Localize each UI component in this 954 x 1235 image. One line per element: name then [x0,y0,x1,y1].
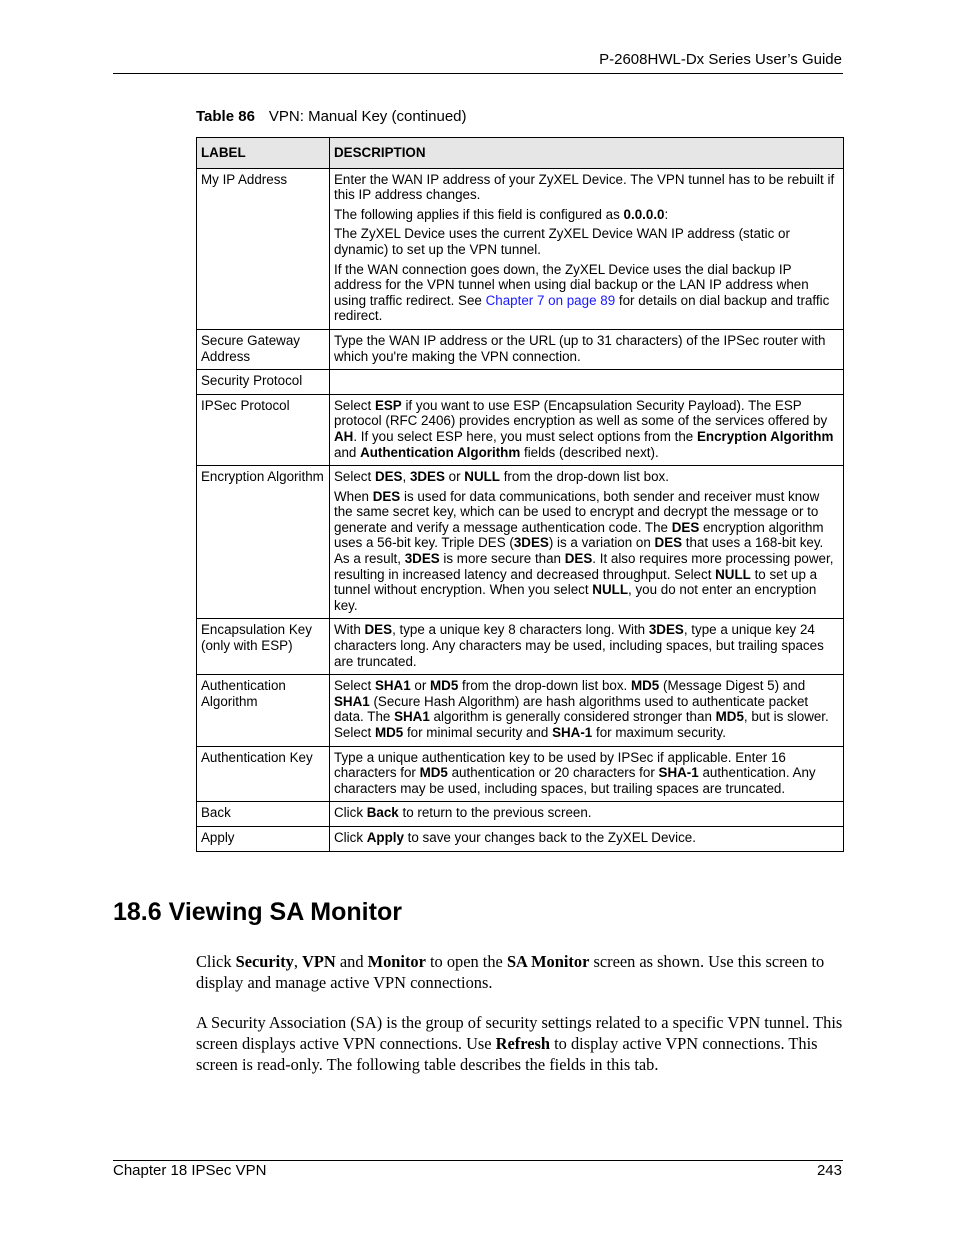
text-run: for minimal security and [403,725,553,740]
text-run: to set up a tunnel without encryption. When you select [334,566,818,598]
row-description [330,370,844,395]
text-run: Click [196,952,236,971]
text-run: Type the WAN IP address or the URL (up to 31 characters) of the IPSec router with which you're making the VPN connection. [334,332,826,364]
text-run: and [335,952,368,971]
text-run: if you want to use ESP (Encapsulation Security Payload). The ESP protocol (RFC 2406) provides encryption as well as some of the services offered by [334,397,828,429]
bold-term: ESP [374,397,402,413]
text-run: , type a unique key 24 characters long. Any characters may be used, including spaces, but trailing spaces are truncated. [334,622,824,669]
footer-chapter: Chapter 18 IPSec VPN [113,1162,267,1179]
table-row [197,370,844,395]
guide-title: P-2608HWL-Dx Series User’s Guide [599,51,842,68]
text-run: , [402,469,410,485]
text-run: Type a unique authentication key to be used by IPSec if applicable. Enter 16 characters for [334,749,786,781]
text-run: authentication or 20 characters for [447,765,659,781]
text-run: The ZyXEL Device uses the current ZyXEL Device WAN IP address (static or dynamic) to set up the VPN tunnel. [334,226,790,257]
bold-term: Monitor [367,952,426,971]
bold-term: Security [235,952,294,971]
row-description [330,329,844,369]
bold-term: MD5 [630,678,660,694]
text-run: (Message Digest 5) and [659,678,806,694]
description-paragraph [334,333,839,364]
body-paragraph [196,951,846,993]
text-run: A Security Association (SA) is the group of security settings related to a specific VPN tunnel. This screen displays active VPN connections. Use [196,1013,843,1053]
bold-term: NULL [464,469,500,485]
text-run: or [444,469,465,485]
vpn-manual-key-table [196,137,844,852]
table-row [197,619,844,675]
table-row [197,802,844,827]
description-paragraph [334,469,839,485]
row-label: Encryption Algorithm [197,466,330,619]
text-run: (Secure Hash Algorithm) are hash algorithms used to authenticate packet data. The [334,693,809,725]
row-description [330,675,844,746]
text-run: or [410,678,431,694]
bold-term: SHA-1 [552,725,593,740]
text-run: : [664,206,669,222]
bold-term: 3DES [404,551,440,567]
table-caption-number: Table 86 [196,108,255,125]
text-run: for maximum security. [592,725,726,740]
table-row [197,675,844,746]
bold-term: 3DES [513,535,549,551]
text-run: for details on dial backup and traffic redirect. [334,292,830,324]
text-run: . If you select ESP here, you must select options from the [353,428,697,444]
bold-term: SHA1 [334,693,370,709]
text-run: to save your changes back to the ZyXEL Device. [403,829,696,845]
description-paragraph [334,207,839,223]
row-label: Apply [197,826,330,851]
header-divider [113,73,843,74]
description-paragraph [334,678,839,740]
section-heading: 18.6 Viewing SA Monitor [113,898,402,926]
row-description [330,394,844,465]
description-paragraph [334,750,839,797]
text-run: that uses a 168-bit key. As a result, [334,535,824,567]
row-label: IPSec Protocol [197,394,330,465]
page-number: 243 [816,1162,842,1179]
bold-term: DES [654,535,683,551]
text-run: is used for data communications, both sender and receiver must know the same secret key, which can be used to encrypt and decrypt the message or to generate and verify a message authentication code. The [334,488,820,535]
table-body [197,168,844,851]
bold-term: SHA1 [374,678,411,694]
bold-term: DES [364,622,393,638]
text-run: from the drop-down list box. [499,469,669,485]
table-row [197,466,844,619]
table-row [197,394,844,465]
bold-term: DES [374,469,403,485]
bold-term: MD5 [419,765,448,781]
description-paragraph [334,830,839,846]
description-paragraph [334,398,839,460]
bold-term: MD5 [430,678,459,694]
column-header-label: LABEL [197,138,330,169]
row-label: My IP Address [197,168,330,329]
text-run: , [293,952,303,971]
bold-term: NULL [592,582,628,598]
text-run: Enter the WAN IP address of your ZyXEL Device. The VPN tunnel has to be rebuilt if this IP address changes. [334,171,835,203]
bold-term: SA Monitor [506,952,590,971]
text-run: encryption algorithm uses a 56-bit key. Triple DES ( [334,519,824,551]
row-description [330,746,844,802]
text-run: When [334,488,373,504]
row-description [330,168,844,329]
text-run: screen as shown. Use this screen to display and manage active VPN connections. [196,952,825,992]
bold-term: Refresh [495,1034,550,1053]
text-run: to return to the previous screen. [398,805,592,821]
table-caption-title: VPN: Manual Key (continued) [268,108,467,125]
table-row [197,826,844,851]
text-run: ) is a variation on [548,535,655,551]
bold-term: SHA1 [394,709,430,725]
bold-term: Encryption Algorithm [696,428,834,444]
footer-divider [113,1160,843,1161]
description-paragraph [334,226,839,257]
row-description [330,826,844,851]
table-caption [196,108,467,125]
table-row [197,746,844,802]
table-row [197,329,844,369]
description-paragraph [334,622,839,669]
bold-term: Authentication Algorithm [360,444,521,460]
row-label: Authentication Algorithm [197,675,330,746]
bold-term: DES [671,519,700,535]
bold-term: 3DES [648,622,684,638]
table-row [197,168,844,329]
bold-term: 3DES [409,469,445,485]
bold-term: Back [366,805,399,821]
text-run: , but is slower. Select [334,709,829,740]
text-run: from the drop-down list box. [458,678,631,694]
bold-term: DES [564,551,593,567]
row-description [330,619,844,675]
bold-term: MD5 [715,709,744,725]
bold-term: Apply [366,829,404,845]
bold-term: SHA-1 [658,765,699,781]
row-label: Encapsulation Key (only with ESP) [197,619,330,675]
text-run: If the WAN connection goes down, the ZyXEL Device uses the dial backup IP address for the VPN tunnel when using dial backup or the LAN IP address when using traffic redirect. See [334,261,809,308]
text-run: Click [334,829,367,845]
bold-term: 0.0.0.0 [623,206,665,222]
text-run: algorithm is generally considered stronger than [429,709,716,725]
text-run: fields (described next). [520,444,659,460]
text-run: With [334,622,365,638]
text-run: . It also requires more processing power, resulting in increased latency and decreased throughput. Select [334,551,834,582]
row-label: Authentication Key [197,746,330,802]
bold-term: AH [334,428,354,444]
row-label: Back [197,802,330,827]
body-paragraph [196,1012,846,1075]
text-run: , you do not enter an encryption key. [334,582,817,613]
bold-term: DES [372,488,401,504]
bold-term: MD5 [374,725,404,740]
description-paragraph [334,489,839,614]
text-run: The following applies if this field is configured as [334,206,624,222]
text-run: to display active VPN connections. This screen is read-only. The following table describes the fields in this tab. [196,1034,818,1074]
text-run: , type a unique key 8 characters long. With [392,622,649,638]
column-header-description: DESCRIPTION [330,138,844,169]
text-run: is more secure than [439,551,565,567]
description-paragraph [334,172,839,203]
description-paragraph [334,262,839,324]
text-run: and [334,444,361,460]
cross-reference-link[interactable]: Chapter 7 on page 89 [485,292,616,308]
description-paragraph [334,805,839,821]
text-run: Select [334,678,375,694]
text-run: authentication. Any characters may be used, including spaces, but trailing spaces are truncated. [334,765,816,796]
row-label: Security Protocol [197,370,330,395]
text-run: Select [334,397,375,413]
text-run: Select [334,469,375,485]
text-run: to open the [425,952,507,971]
text-run: Click [334,805,367,821]
row-label: Secure Gateway Address [197,329,330,369]
bold-term: VPN [302,952,336,971]
row-description [330,802,844,827]
table-header-row [197,138,844,169]
bold-term: NULL [715,566,751,582]
row-description [330,466,844,619]
